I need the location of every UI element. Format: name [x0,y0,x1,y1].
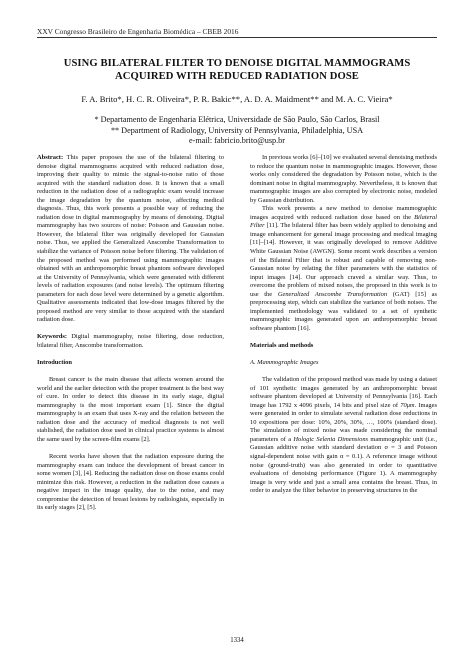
anscombe-term: Generalized Anscombe Transformation [277,290,388,298]
affiliations [30,115,444,147]
abstract [37,154,224,325]
proposal-text-c: (GAT) [15] as preprocessing step, which can stabilize the variance of both noises. The implemented methodology was validated to a set of synthetic mammographic images generated upon an anthropomorphic breast software phantom [16]. [250,290,438,332]
dataset-text-a: The validation of the proposed method was made by using a dataset of 101 synthetic images generated by an anthropomorphic breast software phantom developed at University of Pennsylvania [16]. Each image has 1792 x 4096 pixels, 14 bits and pixel size of [250,376,437,409]
contact-email: e-mail: fabricio.brito@usp.br [189,136,285,146]
affiliation-upenn: ** Department of Radiology, University of Pennsylvania, Philadelphia, USA [110,125,364,135]
proposal-text-b: [11]. The bilateral filter has been widely applied to denoising and image enhancement for general image processing and medical imaging [11]–[14]. However, it was originally developed to remove Additive White Gaussian Noise (AWGN). Some recent work describes a version of the Bilateral Filter that is robust and capable of removing non-Gaussian noise by relating the filter parameters with the statistics of input images [14]. Our approach craved a similar way. Thus, to overcome the problem of mixed noises, the proposed in this work is to use the [250,222,437,298]
paper-title [30,57,444,83]
materials-methods-heading: Materials and methods [250,341,314,349]
proposal-paragraph [250,205,437,333]
pixel-size-value: 70μm [400,401,415,409]
keywords-text: Digital mammography, noise filtering, dose reduction, bilateral filter, Anscombe transformation. [37,333,224,349]
introduction-paragraph-2: Recent works have shown that the radiation exposure during the mammography exam can induce the development of breast cancer in some women [3], [4]. Reducing the radiation dose on those exams could minimize this risk. However, a reduction in the radiation dose causes a negative impact in the image quality, due to the noise, and may compromise the detection of breast lesions by radiologists, especially in its early stages [2], [5]. [37,452,224,512]
proposal-text-a: This work presents a new method to denoise mammographic images acquired with reduced radiation dose based on the [250,205,437,221]
keywords [37,333,224,350]
mammographic-images-subheading: A. Mammographic Images [250,359,319,367]
running-header: XXV Congresso Brasileiro de Engenharia Biomédica – CBEB 2016 [37,27,239,36]
abstract-text: This paper proposes the use of the bilateral filtering to denoise digital mammograms acquired with reduced radiation dose, improving their quality to mimic the signal-to-noise ratio of those acquired with the standard radiation dose. It is known that a small reduction in the radiation dose of a radiographic exam would increase the image degradation by the quantum noise, affecting medical diagnosis. Thus, this work presents a possible way of reducing the radiation dose in digital mammography by means of denoising. Digital mammography has two sources of noise: Poisson and Gaussian noise. However, the bilateral filter was originally developed for Gaussian noise. Thus, we applied the Generalized Anscombe Transformation to stabilize the variance of Poisson noise before filtering. The validation of the proposed method was performed using mammographic images obtained with an anthropomorphic breast phantom software developed at the University of Pennsylvania, which were generated with different levels of radiation exposures (and noise levels). The optimum filtering parameters for each dose level were determined by a genetic algorithm. Qualitative assessments indicated that low-dose images filtered by the proposed method are very similar to those acquired with the standard radiation dose. [37,154,224,324]
author-list: F. A. Brito*, H. C. R. Oliveira*, P. R. Bakic**, A. D. A. Maidment** and M. A. C. Vieira* [81,94,393,104]
bilateral-filter-term: Bilateral Filter [250,213,437,230]
page-number: 1334 [230,637,244,644]
previous-work-paragraph: In previous works [6]–[10] we evaluated several denoising methods to reduce the quantum noise in mammographic images. However, those works only considered the degradation by Poisson noise, which is the dominant noise in digital mammography. Nevertheless, it is known that mammographic images are also corrupted by electronic noise, modeled by Gaussian distribution. [250,154,437,204]
header-divider [37,37,437,38]
right-column [250,154,437,496]
abstract-label: Abstract: [37,154,64,161]
dataset-paragraph [250,376,437,496]
title-line-1: USING BILATERAL FILTER TO DENOISE DIGITAL MAMMOGRAMS [63,58,411,69]
left-column [37,154,224,513]
affiliation-usp: * Departamento de Engenharia Elétrica, Universidade de São Paulo, São Carlos, Brasil [94,115,380,124]
title-line-2: ACQUIRED WITH REDUCED RADIATION DOSE [115,71,359,82]
introduction-paragraph-1: Breast cancer is the main disease that affects women around the world and the earlier detection with the proper treatment is the best way of cure. In order to detect this disease in its early stage, digital mammography is the most important exam [1]. Since the digital mammography is an exam that uses X-ray and the relation between the radiation dose and the accuracy of medical diagnosis is not well stablished, the radiation dose used in clinical practice systems is almost the same used by the screen-film exams [2]. [37,376,224,443]
hologic-term: Hologic Selenia Dimensions [293,435,369,443]
dataset-text-b: . Images were generated in order to simulate several radiation dose reductions in 10 expositions per dose: 10%, 20%, 30%, …, 100% (standard dose). The simulation of mixed noise was made considering the nominal parameters of a [250,401,438,443]
keywords-label: Keywords: [37,333,68,341]
dataset-text-c: mammographic unit (i.e., Gaussian additive noise with standard deviation σ = 3 and Poisson signal-dependent noise with gain α = 0.1). A reference image without noise (ground-truth) was also generated in order to quantitative evaluations of denoising performance (Figure 1). A mammography image is very wide and just a small area contains the breast. Thus, in order to analyze the filter behavior in preserving structures in the [250,435,437,495]
introduction-heading: Introduction [37,359,72,367]
